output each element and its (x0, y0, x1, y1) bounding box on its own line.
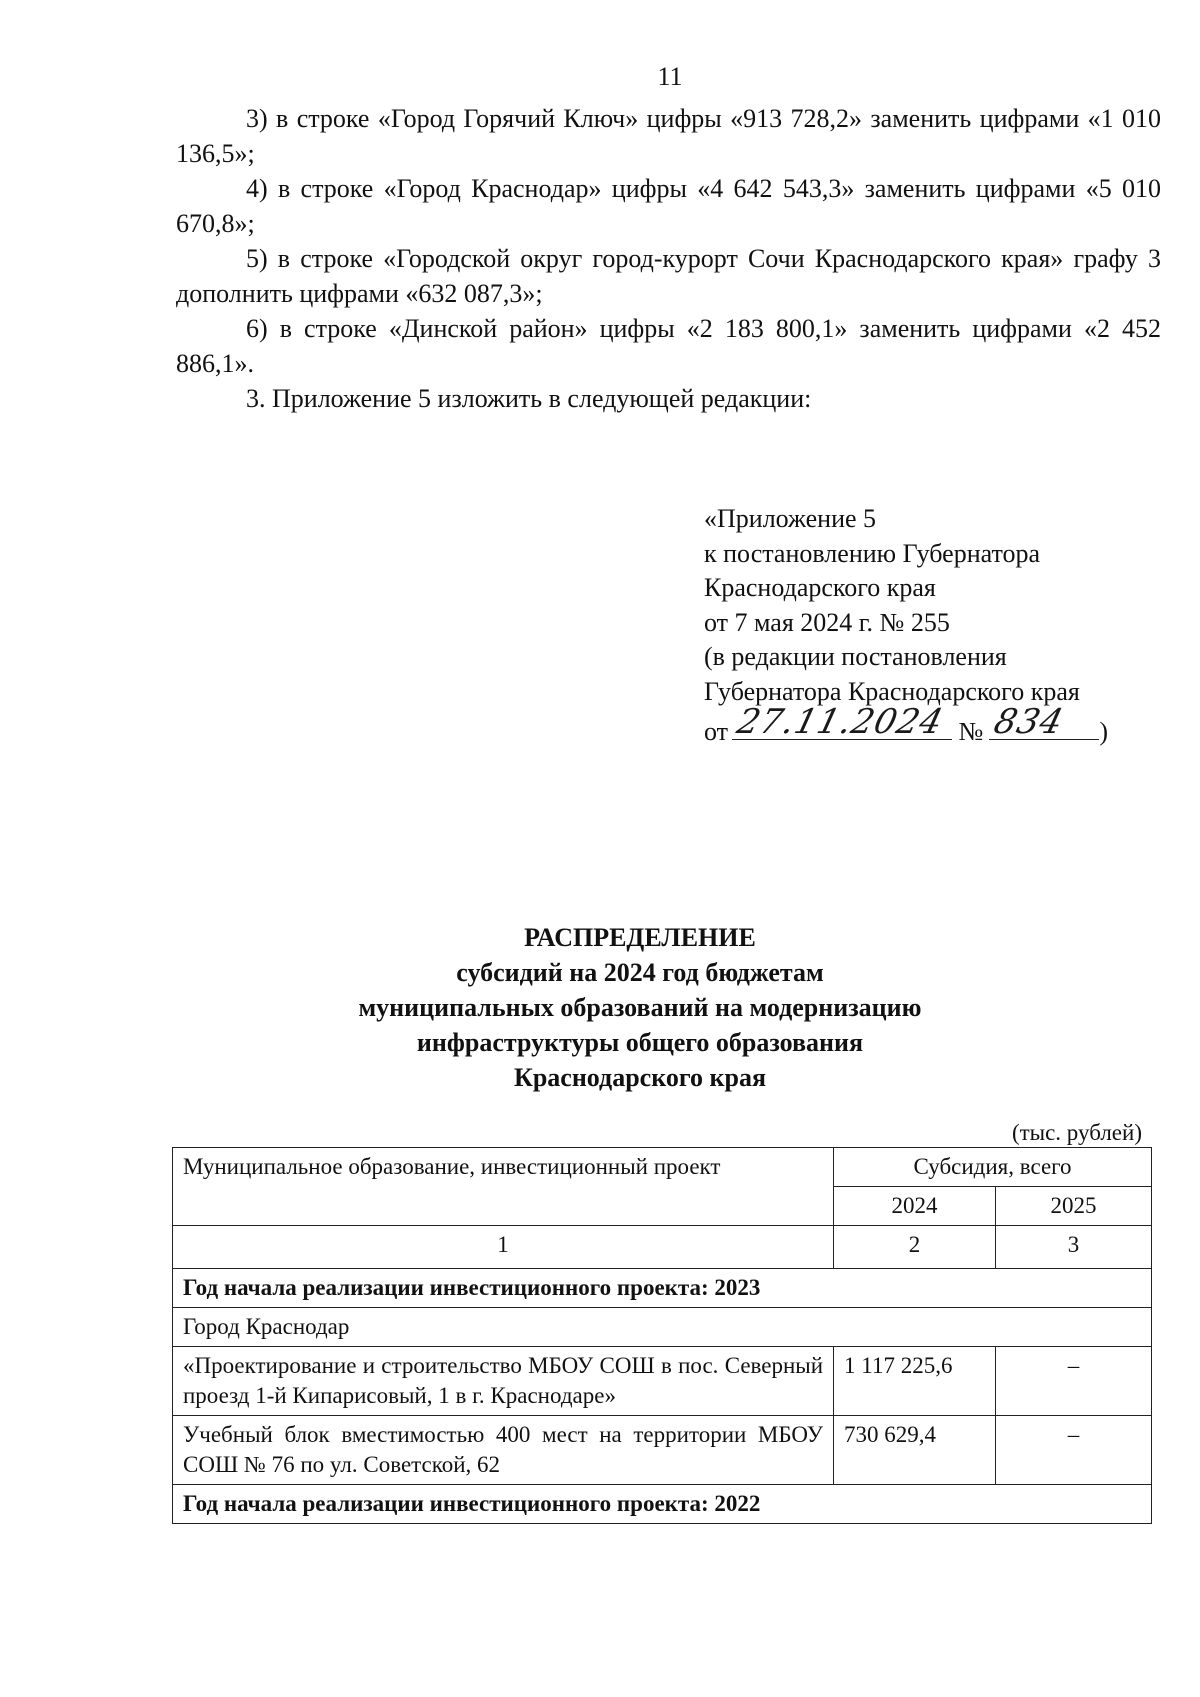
page-number: 11 (657, 62, 683, 91)
column-number-row (173, 1226, 1152, 1269)
amendment-item-6: 6) в строке «Динской район» цифры «2 183 800,1» заменить цифрами «2 452 886,1». (176, 314, 1161, 378)
appendix-line: Краснодарского края (704, 573, 936, 602)
subsidy-2025: – (996, 1416, 1152, 1485)
amendment-text (176, 101, 1161, 416)
column-number: 1 (173, 1226, 834, 1269)
appendix-line: к постановлению Губернатора (704, 538, 1041, 568)
municipality-name: Город Краснодар (173, 1308, 1152, 1347)
title-line: Краснодарского края (513, 1063, 767, 1092)
appendix-header (704, 502, 1108, 750)
number-field (989, 702, 1099, 742)
section-3-text: 3. Приложение 5 изложить в следующей редакции: (246, 384, 812, 413)
appendix-line: (в редакции постановления (704, 642, 1007, 671)
table-header-row (173, 1148, 1152, 1187)
appendix-line: от 7 мая 2024 г. № 255 (704, 607, 950, 637)
title-line: инфраструктуры общего образования (416, 1028, 864, 1057)
from-label: от (704, 717, 729, 746)
column-number: 2 (834, 1226, 996, 1269)
units-label: (тыс. рублей) (1011, 1120, 1142, 1145)
date-field (732, 702, 952, 742)
appendix-line: «Приложение 5 (704, 504, 877, 533)
subsidy-2024: 730 629,4 (834, 1416, 996, 1485)
amendment-item-4: 4) в строке «Город Краснодар» цифры «4 642 543,3» заменить цифрами «5 010 670,8»; (176, 174, 1161, 238)
title-line: субсидий на 2024 год бюджетам (456, 958, 824, 987)
appendix-line: Губернатора Краснодарского края (704, 676, 1080, 706)
project-name: Учебный блок вместимостью 400 мест на территории МБОУ СОШ № 76 по ул. Советской, 62 (173, 1416, 834, 1485)
project-name: «Проектирование и строительство МБОУ СОШ в пос. Северный проезд 1-й Кипарисовый, 1 в г. Краснодаре» (173, 1347, 834, 1416)
document-title (0, 920, 1200, 1095)
subsidy-table (172, 1147, 1152, 1524)
header-year-2024: 2024 (834, 1187, 996, 1226)
group-row (173, 1485, 1152, 1524)
title-line: муниципальных образований на модернизацию (358, 993, 922, 1022)
subsidy-2025: – (996, 1347, 1152, 1416)
title-line: РАСПРЕДЕЛЕНИЕ (524, 923, 756, 952)
closing-paren: ) (1099, 717, 1109, 746)
header-subsidy-total: Субсидия, всего (834, 1148, 1152, 1187)
header-municipality: Муниципальное образование, инвестиционный проект (173, 1148, 834, 1226)
table-row (173, 1347, 1152, 1416)
amendment-item-5: 5) в строке «Городской округ город-курорт Сочи Краснодарского края» графу 3 дополнить цифрами «632 087,3»; (176, 244, 1161, 308)
group-label-2022: Год начала реализации инвестиционного проекта: 2022 (173, 1485, 1152, 1524)
column-number: 3 (996, 1226, 1152, 1269)
resolution-date-line (704, 702, 1109, 750)
municipality-row (173, 1308, 1152, 1347)
table-row (173, 1416, 1152, 1485)
group-label-2023: Год начала реализации инвестиционного проекта: 2023 (173, 1269, 1152, 1308)
number-label: № (958, 717, 984, 746)
handwritten-date: 27.11.2024 (733, 702, 948, 742)
group-row (173, 1269, 1152, 1308)
handwritten-number: 834 (990, 702, 1069, 742)
subsidy-2024: 1 117 225,6 (834, 1347, 996, 1416)
header-year-2025: 2025 (996, 1187, 1152, 1226)
amendment-item-3: 3) в строке «Город Горячий Ключ» цифры «913 728,2» заменить цифрами «1 010 136,5»; (176, 104, 1161, 168)
